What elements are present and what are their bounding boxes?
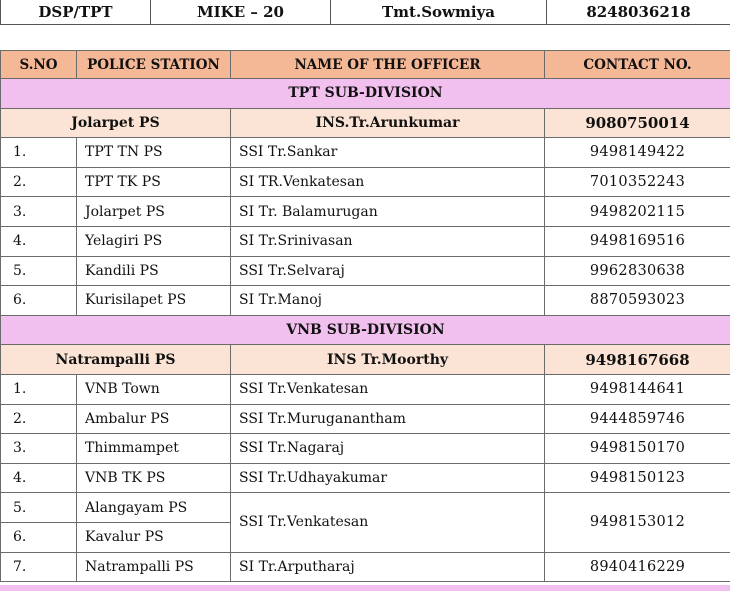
row-sno: 3.	[1, 197, 77, 227]
row-officer: SSI Tr.Venkatesan	[231, 374, 545, 404]
officer-contact-table	[0, 50, 730, 582]
inspector-row	[1, 345, 730, 375]
row-sno: 2.	[1, 404, 77, 434]
subdivision-row	[1, 315, 730, 345]
row-officer: SSI Tr.Selvaraj	[231, 256, 545, 286]
inspector-officer: INS Tr.Moorthy	[231, 345, 545, 375]
table-row	[1, 374, 730, 404]
row-officer: SSI Tr.Nagaraj	[231, 434, 545, 464]
subdivision-title: VNB SUB-DIVISION	[1, 315, 730, 345]
row-officer: SSI Tr.Sankar	[231, 138, 545, 168]
table-row	[1, 197, 730, 227]
row-contact: 9498150123	[545, 463, 730, 493]
inspector-station: Natrampalli PS	[1, 345, 231, 375]
row-contact: 9498150170	[545, 434, 730, 464]
table-row	[1, 552, 730, 582]
table-row	[1, 493, 730, 523]
callsign: MIKE – 20	[151, 0, 331, 25]
row-sno: 6.	[1, 522, 77, 552]
inspector-officer: INS.Tr.Arunkumar	[231, 108, 545, 138]
next-subdivision-band	[0, 585, 730, 591]
row-station: Kandili PS	[77, 256, 231, 286]
row-contact: 7010352243	[545, 167, 730, 197]
row-contact: 9498169516	[545, 226, 730, 256]
row-sno: 5.	[1, 493, 77, 523]
row-sno: 1.	[1, 374, 77, 404]
row-station: Kavalur PS	[77, 522, 231, 552]
designation: DSP/TPT	[1, 0, 151, 25]
dsp-contact: 8248036218	[547, 0, 730, 25]
row-contact: 9498149422	[545, 138, 730, 168]
table-header-row	[1, 51, 730, 79]
inspector-row	[1, 108, 730, 138]
row-sno: 4.	[1, 463, 77, 493]
row-station: Jolarpet PS	[77, 197, 231, 227]
row-sno: 3.	[1, 434, 77, 464]
row-contact: 8870593023	[545, 286, 730, 316]
inspector-station: Jolarpet PS	[1, 108, 231, 138]
row-station: VNB TK PS	[77, 463, 231, 493]
row-station: Kurisilapet PS	[77, 286, 231, 316]
table-row	[1, 404, 730, 434]
row-officer: SI TR.Venkatesan	[231, 167, 545, 197]
header-station: POLICE STATION	[77, 51, 231, 79]
row-sno: 4.	[1, 226, 77, 256]
top-info-table	[0, 0, 730, 25]
row-contact: 9498202115	[545, 197, 730, 227]
row-contact: 9498153012	[545, 493, 730, 552]
row-station: TPT TK PS	[77, 167, 231, 197]
row-station: Natrampalli PS	[77, 552, 231, 582]
table-row	[1, 463, 730, 493]
table-row	[1, 226, 730, 256]
row-sno: 1.	[1, 138, 77, 168]
row-contact: 9444859746	[545, 404, 730, 434]
row-sno: 5.	[1, 256, 77, 286]
row-station: VNB Town	[77, 374, 231, 404]
header-contact: CONTACT NO.	[545, 51, 730, 79]
inspector-contact: 9498167668	[545, 345, 730, 375]
row-officer: SSI Tr.Udhayakumar	[231, 463, 545, 493]
row-contact: 8940416229	[545, 552, 730, 582]
row-officer: SSI Tr.Muruganantham	[231, 404, 545, 434]
row-station: TPT TN PS	[77, 138, 231, 168]
dsp-officer: Tmt.Sowmiya	[331, 0, 547, 25]
row-contact: 9498144641	[545, 374, 730, 404]
header-officer: NAME OF THE OFFICER	[231, 51, 545, 79]
header-sno: S.NO	[1, 51, 77, 79]
subdivision-row	[1, 79, 730, 109]
table-row	[1, 286, 730, 316]
row-sno: 2.	[1, 167, 77, 197]
row-officer: SI Tr.Arputharaj	[231, 552, 545, 582]
table-row	[1, 256, 730, 286]
table-row	[1, 434, 730, 464]
table-row	[1, 167, 730, 197]
row-station: Thimmampet	[77, 434, 231, 464]
row-officer: SI Tr.Manoj	[231, 286, 545, 316]
top-info-row	[1, 0, 730, 25]
row-sno: 6.	[1, 286, 77, 316]
row-station: Ambalur PS	[77, 404, 231, 434]
table-row	[1, 138, 730, 168]
row-officer: SI Tr.Srinivasan	[231, 226, 545, 256]
row-station: Alangayam PS	[77, 493, 231, 523]
inspector-contact: 9080750014	[545, 108, 730, 138]
subdivision-title: TPT SUB-DIVISION	[1, 79, 730, 109]
row-station: Yelagiri PS	[77, 226, 231, 256]
row-officer: SSI Tr.Venkatesan	[231, 493, 545, 552]
row-contact: 9962830638	[545, 256, 730, 286]
row-sno: 7.	[1, 552, 77, 582]
row-officer: SI Tr. Balamurugan	[231, 197, 545, 227]
